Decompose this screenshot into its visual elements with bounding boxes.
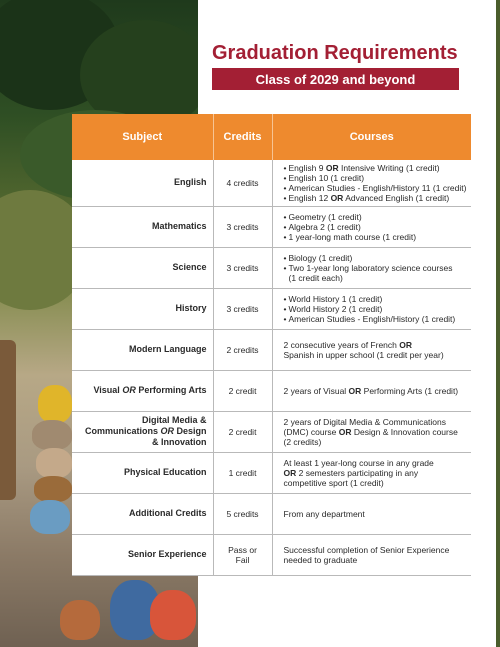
text-segment: Biology (1 credit) bbox=[288, 252, 353, 263]
text-segment: 2 years of Digital Media & Communications bbox=[283, 416, 447, 427]
page-title: Graduation Requirements bbox=[212, 42, 458, 64]
edge-photo-strip bbox=[496, 0, 500, 647]
subject-line: Additional Credits bbox=[128, 508, 207, 518]
course-line bbox=[284, 417, 468, 427]
text-segment: English 10 (1 credit) bbox=[288, 172, 365, 183]
credits-line: 1 credit bbox=[228, 467, 257, 478]
credits-cell bbox=[213, 206, 272, 247]
text-segment: American Studies - English/History (1 credit) bbox=[288, 313, 456, 324]
credits-line: 3 credits bbox=[226, 303, 259, 314]
credits-line: Pass or bbox=[228, 544, 257, 555]
courses-list bbox=[284, 163, 468, 203]
table-row bbox=[72, 206, 471, 247]
course-item bbox=[284, 294, 468, 304]
course-item bbox=[284, 314, 468, 324]
text-segment: OR bbox=[122, 385, 136, 395]
credits-line: 2 credits bbox=[226, 344, 259, 355]
subject-line: Senior Experience bbox=[127, 549, 207, 559]
text-segment: & Innovation bbox=[152, 437, 207, 447]
text-segment: Design bbox=[173, 426, 207, 436]
text-segment: 2 consecutive years of French bbox=[283, 339, 400, 350]
courses-list bbox=[284, 253, 468, 283]
subtitle-text: Class of 2029 and beyond bbox=[255, 71, 416, 87]
text-segment: Visual bbox=[93, 385, 123, 395]
subject-cell bbox=[72, 370, 213, 411]
text-segment: Successful completion of Senior Experience bbox=[283, 544, 450, 555]
courses-cell bbox=[272, 160, 471, 206]
text-segment: Advanced English (1 credit) bbox=[343, 192, 450, 203]
table-row bbox=[72, 534, 471, 575]
text-segment: At least 1 year-long course in any grade bbox=[283, 457, 434, 468]
subject-line: History bbox=[175, 303, 207, 313]
text-segment: From any department bbox=[283, 508, 365, 519]
courses-cell bbox=[272, 206, 471, 247]
courses-cell bbox=[272, 288, 471, 329]
subject-line bbox=[72, 385, 207, 396]
course-line bbox=[284, 468, 468, 478]
text-segment: Algebra 2 (1 credit) bbox=[288, 221, 361, 232]
subject-cell bbox=[72, 288, 213, 329]
requirements-table bbox=[72, 114, 471, 576]
text-segment: needed to graduate bbox=[283, 554, 358, 565]
course-line bbox=[284, 427, 468, 437]
credits-cell bbox=[213, 288, 272, 329]
subject-cell bbox=[72, 452, 213, 493]
text-segment: OR bbox=[160, 426, 174, 436]
subject-line bbox=[72, 426, 207, 437]
credits-cell bbox=[213, 329, 272, 370]
subject-cell bbox=[72, 493, 213, 534]
course-line bbox=[284, 437, 468, 447]
text-segment: 1 year-long math course (1 credit) bbox=[288, 231, 417, 242]
table-row bbox=[72, 247, 471, 288]
subject-line: English bbox=[173, 177, 207, 188]
text-segment: Spanish in upper school (1 credit per year) bbox=[283, 349, 444, 360]
header-credits: Credits bbox=[213, 114, 272, 160]
subject-line: Modern Language bbox=[128, 344, 207, 354]
courses-cell bbox=[272, 247, 471, 288]
credits-cell bbox=[213, 411, 272, 452]
credits-cell bbox=[213, 493, 272, 534]
credits-line: 2 credit bbox=[228, 385, 257, 396]
course-item bbox=[284, 183, 468, 193]
courses-list bbox=[284, 294, 468, 324]
text-segment: (DMC) course bbox=[283, 426, 339, 437]
text-segment: Geometry (1 credit) bbox=[288, 211, 362, 222]
table-row bbox=[72, 493, 471, 534]
subject-line: Physical Education bbox=[123, 467, 207, 477]
table-row bbox=[72, 160, 471, 206]
course-line bbox=[284, 545, 468, 555]
table-row bbox=[72, 288, 471, 329]
text-segment: Communications bbox=[84, 426, 161, 436]
credits-cell bbox=[213, 247, 272, 288]
subject-cell bbox=[72, 534, 213, 575]
credits-line: Fail bbox=[235, 554, 250, 565]
credits-line: 3 credits bbox=[226, 221, 259, 232]
course-line bbox=[284, 509, 468, 519]
course-line bbox=[284, 458, 468, 468]
table-row bbox=[72, 452, 471, 493]
header-courses: Courses bbox=[272, 114, 471, 160]
table-header-row bbox=[72, 114, 471, 160]
course-item bbox=[284, 263, 468, 273]
text-segment: World History 1 (1 credit) bbox=[288, 293, 383, 304]
courses-cell bbox=[272, 370, 471, 411]
text-segment: (2 credits) bbox=[283, 436, 322, 447]
text-segment: OR bbox=[283, 467, 297, 478]
credits-line: 5 credits bbox=[226, 508, 259, 519]
course-item bbox=[284, 222, 468, 232]
subject-cell bbox=[72, 329, 213, 370]
text-segment: Digital Media & bbox=[141, 415, 207, 425]
text-segment: OR bbox=[325, 162, 339, 173]
course-item bbox=[284, 173, 468, 183]
text-segment: 2 semesters participating in any bbox=[296, 467, 419, 478]
credits-line: 4 credits bbox=[226, 177, 259, 188]
course-item bbox=[284, 304, 468, 314]
subject-cell bbox=[72, 206, 213, 247]
course-item bbox=[284, 212, 468, 222]
course-item bbox=[284, 253, 468, 263]
text-segment: Design & Innovation course bbox=[351, 426, 458, 437]
course-item bbox=[284, 273, 468, 283]
text-segment: OR bbox=[338, 426, 352, 437]
credits-cell bbox=[213, 534, 272, 575]
course-line bbox=[284, 386, 468, 396]
credits-cell bbox=[213, 452, 272, 493]
table-row bbox=[72, 411, 471, 452]
subject-line: Science bbox=[172, 262, 207, 272]
text-segment: Intensive Writing (1 credit) bbox=[338, 162, 440, 173]
subject-line: Mathematics bbox=[151, 221, 207, 231]
text-segment: Two 1-year long laboratory science courses bbox=[288, 262, 453, 273]
table-row bbox=[72, 329, 471, 370]
course-line bbox=[284, 555, 468, 565]
text-segment: Performing Arts (1 credit) bbox=[361, 385, 459, 396]
subject-cell bbox=[72, 160, 213, 206]
table-body bbox=[72, 160, 471, 575]
courses-cell bbox=[272, 329, 471, 370]
courses-cell bbox=[272, 411, 471, 452]
text-segment: OR bbox=[348, 385, 362, 396]
text-segment: OR bbox=[399, 339, 413, 350]
courses-cell bbox=[272, 493, 471, 534]
text-segment: 2 years of Visual bbox=[283, 385, 349, 396]
course-line bbox=[284, 350, 468, 360]
courses-cell bbox=[272, 534, 471, 575]
text-segment: competitive sport (1 credit) bbox=[283, 477, 384, 488]
subject-cell bbox=[72, 247, 213, 288]
subject-line bbox=[72, 415, 207, 426]
text-segment: American Studies - English/History 11 (1 credit) bbox=[288, 182, 467, 193]
credits-cell bbox=[213, 370, 272, 411]
text-segment: Performing Arts bbox=[135, 385, 207, 395]
header-subject: Subject bbox=[72, 114, 213, 160]
course-line bbox=[284, 340, 468, 350]
text-segment: English 12 bbox=[288, 192, 331, 203]
course-item bbox=[284, 193, 468, 203]
text-segment: OR bbox=[330, 192, 344, 203]
credits-cell bbox=[213, 160, 272, 206]
text-segment: English 9 bbox=[288, 162, 326, 173]
table-row bbox=[72, 370, 471, 411]
subject-line bbox=[72, 437, 207, 448]
text-segment: World History 2 (1 credit) bbox=[288, 303, 383, 314]
credits-line: 2 credit bbox=[228, 426, 257, 437]
page-subtitle bbox=[212, 68, 459, 90]
courses-list bbox=[284, 212, 468, 242]
subject-cell bbox=[72, 411, 213, 452]
course-item bbox=[284, 232, 468, 242]
course-line bbox=[284, 478, 468, 488]
credits-line: 3 credits bbox=[226, 262, 259, 273]
courses-cell bbox=[272, 452, 471, 493]
text-segment: (1 credit each) bbox=[288, 272, 343, 283]
course-item bbox=[284, 163, 468, 173]
